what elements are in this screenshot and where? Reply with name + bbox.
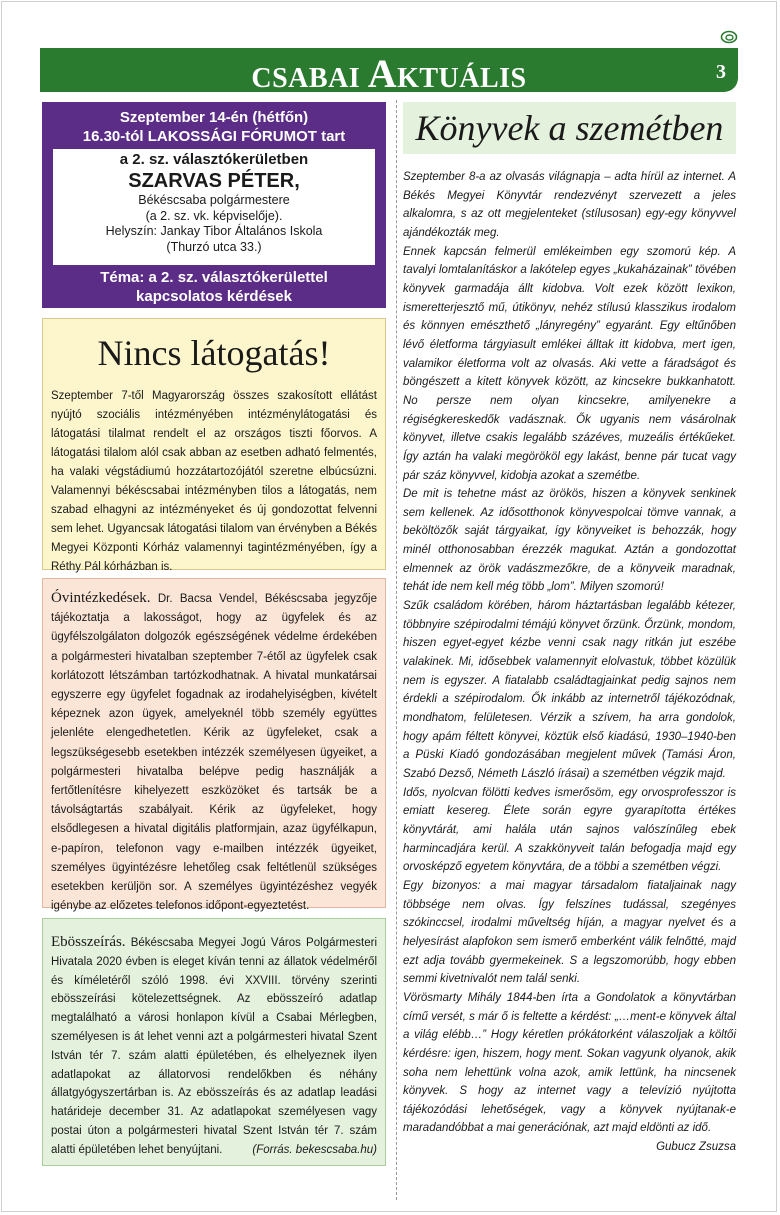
swirl-logo-icon <box>720 30 738 44</box>
forum-host-role-2: (a 2. sz. vk. képviselője). <box>145 208 283 223</box>
forum-date-line: Szeptember 14-én (hétfőn) <box>119 109 309 126</box>
precautions-body <box>51 589 377 916</box>
column-divider <box>396 100 397 1200</box>
forum-host-name: SZARVAS PÉTER, <box>128 170 300 192</box>
forum-topic <box>42 268 386 306</box>
dog-census-body <box>51 933 377 1160</box>
forum-date <box>42 108 386 146</box>
books-paragraph: Ennek kapcsán felmerül emlékeimben egy szomorú kép. A tavalyi lomtalanításkor a lakótelep egyes „kukaházainak” tövében könyvek garmadája állt kidobva. Volt ezek között lexikon, ismeretterjesztő mű, útikönyv, nehéz stílusú klasszikus irodalom és könnyen emészthető „lányregény” egyaránt. Egy eltűnőben lévő életforma tárgyiasult emlékei álltak itt kidobva, mert igen, valamikor életforma volt az olvasás. Aki vette a fáradságot és böngészett a kitett könyvek között, az kincsekre bukkanhatott. No persze nem olyan kincsekre, amilyenekre a régiségkereskedők vadásznak. Ők ugyanis nem vásárolnak könyvet, illetve csakis legalább százéves, muzeális értékűeket. Így aztán ha valaki megörököl egy lakást, benne pár tucat vagy pár száz könyvvel, kidobja azokat a szemétbe. <box>403 245 736 482</box>
dog-census-source: (Forrás. bekescsaba.hu) <box>252 1143 377 1156</box>
books-title: Könyvek a szemétben <box>415 108 724 148</box>
precautions-lead: Óvintézkedések. <box>51 590 151 606</box>
dog-census-text: Békéscsaba Megyei Jogú Város Polgármesteri Hivatala 2020 évben is eleget kíván tenni az állatok védelméről és kíméletéről szóló 1998. évi XXVIII. törvény szerinti ebösszeírási kötelezettségnek. Az ebösszeíró adatlap megtalálható a városi honlapon kívül a Csabai Mérlegben, személyesen is át lehet venni azt a polgármesteri hivatal Szent István tér 7. szám alatti épületében, és elhelyeznek ilyen adatlapokat az állatorvosi rendelőkben és néhány állatgyógyszertárban is. Az ebösszeírás és az adatlap leadási határideje december 31. Az adatlapokat személyesen vagy postai úton a polgármesteri hivatal Szent István tér 7. szám alatti épületében lehet benyújtani. <box>51 937 377 1156</box>
books-title-box <box>403 102 736 154</box>
publication-title <box>40 48 738 96</box>
dog-census-article <box>42 918 386 1166</box>
no-visit-title: Nincs látogatás! <box>97 333 331 373</box>
books-body <box>403 168 736 1157</box>
books-paragraph: Idős, nyolcvan fölötti kedves ismerősöm, egy orvosprofesszor is emiatt kesereg. Élete során egyre gyarapította értékes könyvtárát, ami halála után sajnos valószínűleg ebek harmincadjára kerül. A szakkönyveit talán befogadja majd egy orvosképző egyetem könyvtára, de a többi a szemétben végzi. <box>403 786 736 874</box>
forum-venue: Helyszín: Jankay Tibor Általános Iskola <box>105 224 323 238</box>
forum-topic-line-2: kapcsolatos kérdések <box>136 288 292 305</box>
no-visit-article <box>42 318 386 573</box>
forum-venue-address: (Thurzó utca 33.) <box>166 239 262 254</box>
books-paragraph: Egy bizonyos: a mai magyar társadalom fiataljainak nagy többsége nem olvas. Így felszínes tudással, szegényes szókinccsel, irodalmi műveltség híján, a magyar nyelvet és a helyesírást alapfokon sem ismerő emberként válik felnőtté, majd ezt adja tovább gyermekeinek. S a legszomorúbb, hogy ebben semmi kivetnivalót nem talál senki. <box>403 879 736 986</box>
no-visit-body: Szeptember 7-től Magyarország összes szakosított ellátást nyújtó szociális intézményében intézménylátogatási és látogatási tilalmat rendelt el az országos tiszti főorvos. A látogatási tilalom alól csak abban az esetben adható felmentés, ha valaki végstádiumú hozzátartozójától szeretne elbúcsúzni. Valamennyi békéscsabai intézményben tilos a látogatás, nem szabad elhagyni az intézményeket és új gondozottat felvenni sem lehet. Ugyancsak látogatási tilalom van érvényben a Békés Megyei Központi Kórház valamennyi tagintézményében, így a Réthy Pál kórházban is. <box>51 390 377 573</box>
precautions-article <box>42 578 386 913</box>
title-part-3: KTUÁLIS <box>397 63 527 94</box>
books-paragraph: De mit is tehetne mást az örökös, hiszen a könyvek senkinek sem kellenek. Az idősotthonok könyvespolcai tömve vannak, a beköltözők saját tárgyaikat, így könyveiket is behozzák, hogy minél otthonosabban érezzék magukat. Aztán a gondozottat elmennek az örök vadászmezőkre, de a könyveik maradnak, tehát ide nem kell még több „lom”. Milyen szomorú! <box>403 488 736 594</box>
forum-host-role: Békéscsaba polgármestere <box>138 193 290 207</box>
forum-district: a 2. sz. választókerületben <box>119 151 309 168</box>
precautions-text: Dr. Bacsa Vendel, Békéscsaba jegyzője tájékoztatja a lakosságot, hogy az ügyfelek és az ügyfélszolgálaton dolgozók egészségének védelme érdekében a polgármesteri hivatalban szeptember 7-étől az ügyfelek csak korlátozott létszámban tartózkodhatnak. A hivatal munkatársai egyszerre egy ügyfelet fogadnak az irodahelyiségben, kivételt képeznek azon ügyek, amelyeknél több személy együttes jelenléte elengedhetetlen. Kérik az ügyfeleket, csak a legszükségesebb esetekben intézzék személyesen ügyeiket, a polgármesteri hivatalba belépve pedig használják a fertőtlenítésre kihelyezett eszközöket és tartsák be a távolságtartás szabályait. Kérik az ügyfeleket, hogy elsődlegesen a hivatal digitális platformjain, azaz ügyfélkapun, e-papíron, telefonon vagy e-mailben intézzék ügyeiket, személyes ügyintézésre lehetőleg csak feltétlenül szükséges esetekben kerüljön sor. A személyes ügyintézéshez vegyék igénybe az előzetes telefonos időpont-egyeztetést. <box>51 593 377 913</box>
forum-details <box>52 148 376 266</box>
books-paragraph-text: Vörösmarty Mihály 1844-ben írta a Gondolatok a könyvtárban című versét, s már ő is feltette a kérdést: „…ment-e könyvek által a világ elébb…” Hogy kéretlen prókátorként válaszoljak a költői kérdésre: igen, hiszem, hogy ment. Sokan vagyunk olyanok, akik soha nem lehettünk volna azok, amik lettünk, ha nincsenek könyvek. S hogy az internet vagy a televízió nyújtotta tájékozódási lehetőségek, vagy a könyvek nyújtanak-e maradandóbbat a mai generációnak, azt majd eldönti az idő. <box>403 991 736 1135</box>
dog-census-lead: Ebösszeírás. <box>51 934 126 950</box>
books-paragraph: Szűk családom körében, három háztartásban legalább kétezer, többnyire szépirodalmi témájú könyvet őrzünk. Őrzünk, mondom, hiszen egyet-egyet kézbe venni csak nagy ritkán jut eszébe valakinek. Mi, idősebbek valamennyit elolvastuk, többet közülük nem is egyszer. A fiatalabb családtagjainkat pedig sajnos nem érdekli a szépirodalom. Ők inkább az internetről tájékozódnak, mondhatom, felületesen. Vérzik a szívem, ha arra gondolok, hogy apám féltett könyvei, köztük első kiadású, 1930–1940-ben a Püski Kiadó gondozásában megjelent művek (Tamási Áron, Szabó Dezső, Németh László írásai) a szemétben végzik majd. <box>403 600 736 780</box>
forum-time-line: 16.30-tól LAKOSSÁGI FÓRUMOT tart <box>82 128 346 145</box>
page-number: 3 <box>716 61 726 83</box>
books-paragraph: Szeptember 8-a az olvasás világnapja – adta hírül az internet. A Békés Megyei Könyvtár rendezvényt szervezett a jeles alkalomra, s az ott megjelenteket (stílusosan) egy-egy könyvvel ajándékozták meg. <box>403 171 736 239</box>
header-bar <box>40 48 738 96</box>
title-part-2: A <box>367 51 398 96</box>
title-part-1: CSABAI <box>251 63 368 94</box>
books-paragraph-last <box>403 989 736 1154</box>
books-author: Gubucz Zsuzsa <box>656 1141 736 1154</box>
forum-topic-line-1: Téma: a 2. sz. választókerülettel <box>100 269 328 286</box>
forum-announcement <box>42 102 386 308</box>
